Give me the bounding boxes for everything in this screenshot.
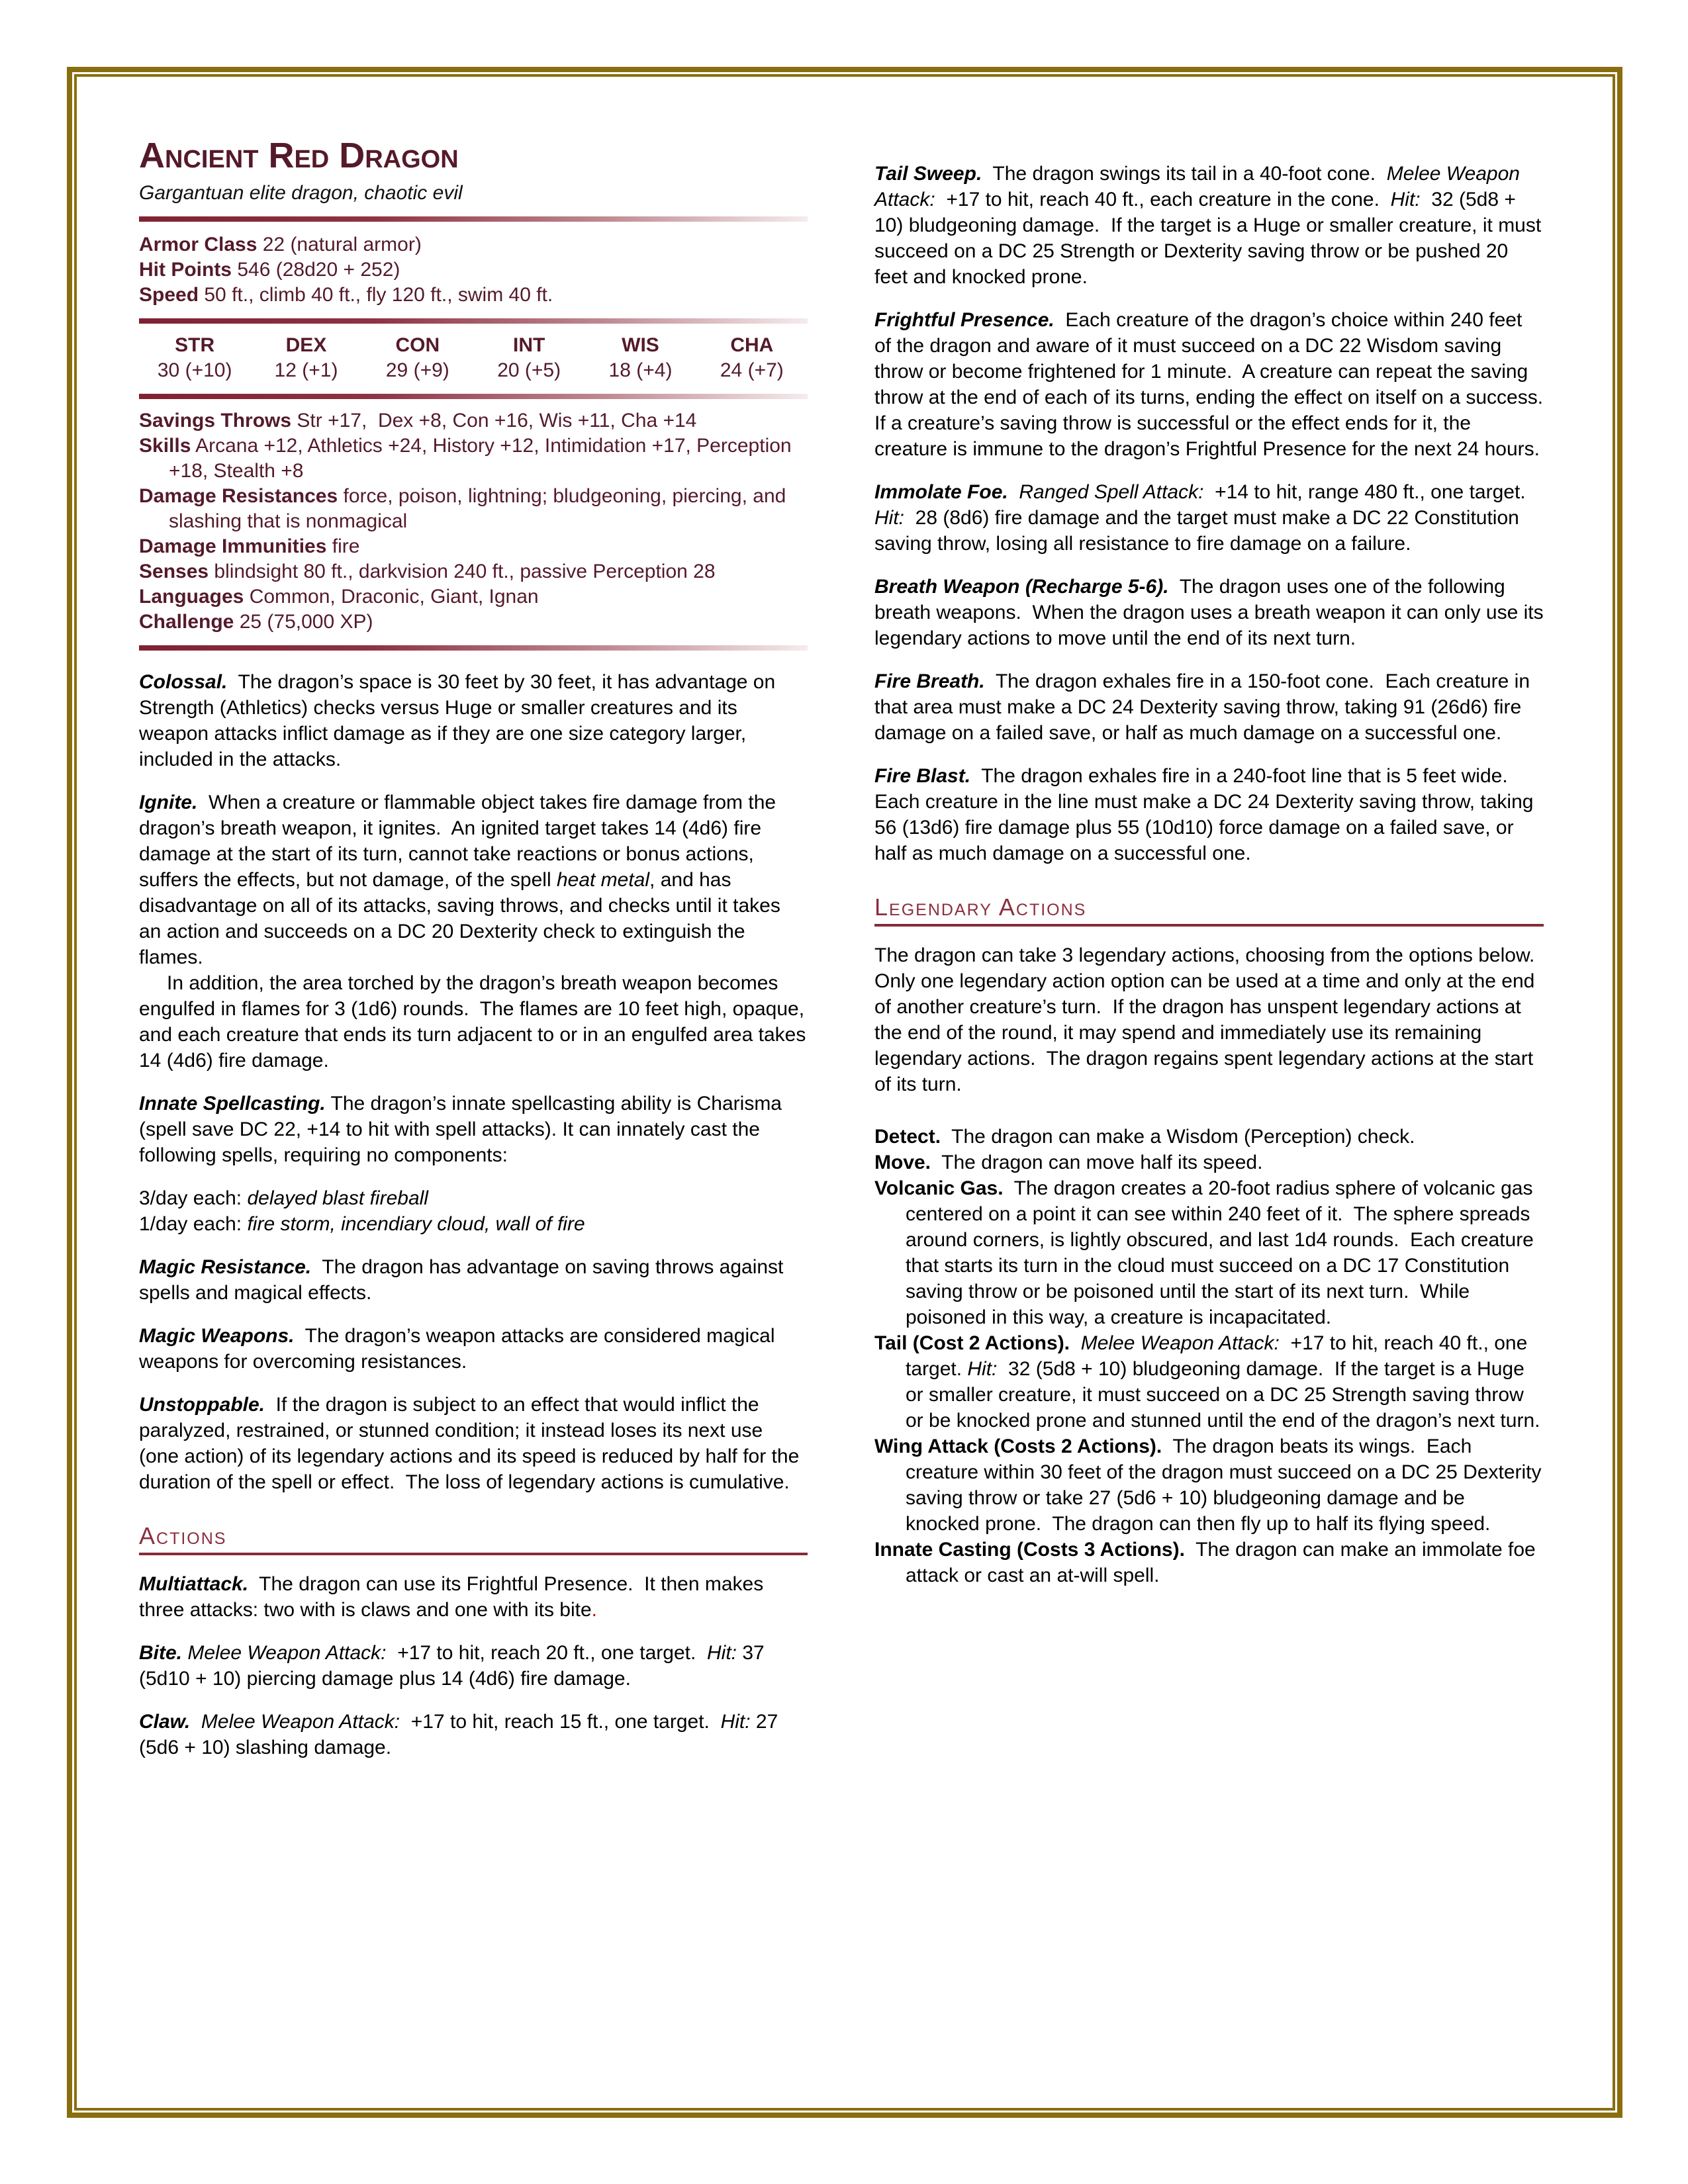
divider-rule bbox=[139, 645, 808, 651]
divider-rule bbox=[139, 394, 808, 399]
trait-unstoppable: Unstoppable. If the dragon is subject to an effect that would inflict the paralyzed, restrained, or stunned condition; it instead loses its next use (one action) of its legendary actions and its speed is reduced by half for the duration of the spell or effect. The loss of legendary actions is cumulative. bbox=[139, 1394, 805, 1493]
ability-int: INT 20 (+5) bbox=[497, 334, 561, 381]
legendary-item-innate-casting: Innate Casting (Costs 3 Actions). The dragon can make an immolate foe attack or cast an at-will spell. bbox=[874, 1539, 1542, 1586]
trait-ignite-addendum: In addition, the area torched by the dragon’s breath weapon becomes engulfed in flames for 3 (1d6) rounds. The flames are 10 feet high, opaque, and each creature that ends its turn adjacent to or in an engulfed area takes 14 (4d6) fire damage. bbox=[139, 972, 812, 1071]
attribute-list bbox=[139, 408, 808, 635]
legendary-actions-heading: Legendary Actions bbox=[874, 893, 1544, 927]
trait-magic-weapons: Magic Weapons. The dragon’s weapon attacks are considered magical weapons for overcoming resistances. bbox=[139, 1325, 780, 1373]
damage-resistances-line: Damage Resistances force, poison, lightning; bludgeoning, piercing, and slashing that is nonmagical bbox=[139, 485, 792, 532]
trait-ignite: Ignite. When a creature or flammable object takes fire damage from the dragon’s breath weapon, it ignites. An ignited target takes 14 (4d6) fire damage at the start of its turn, cannot take reactions or bonus actions, suffers the effects, but not damage, of the spell heat metal, and has disadvantage on all of its attacks, saving throws, and checks until it takes an action and succeeds on a DC 20 Dexterity check to extinguish the flames. bbox=[139, 792, 786, 968]
action-bite: Bite. Melee Weapon Attack: +17 to hit, reach 20 ft., one target. Hit: 37 (5d10 + 10) piercing damage plus 14 (4d6) fire damage. bbox=[139, 1642, 771, 1690]
skills-line: Skills Arcana +12, Athletics +24, History +12, Intimidation +17, Perception +18, Stealth +8 bbox=[139, 435, 797, 482]
creature-subtitle: Gargantuan elite dragon, chaotic evil bbox=[139, 182, 463, 204]
legendary-intro: The dragon can take 3 legendary actions, choosing from the options below. Only one legendary action option can be used at a time and only at the end of another creature’s turn. If the dragon has unspent legendary actions at the end of the round, it may spend and immediately use its remaining legendary actions. The dragon regains spent legendary actions at the start of its turn. bbox=[874, 944, 1546, 1095]
ability-score-table bbox=[139, 333, 808, 383]
senses-line: Senses blindsight 80 ft., darkvision 240 ft., passive Perception 28 bbox=[139, 561, 716, 582]
saving-throws-line: Savings Throws Str +17, Dex +8, Con +16, Wis +11, Cha +14 bbox=[139, 410, 697, 432]
action-multiattack: Multiattack. The dragon can use its Frightful Presence. It then makes three attacks: two with is claws and one with its bite. bbox=[139, 1573, 769, 1621]
legendary-item-tail: Tail (Cost 2 Actions). Melee Weapon Attack: +17 to hit, reach 40 ft., one target. Hit: 32 (5d8 + 10) bludgeoning damage. If the target is a Huge or smaller creature, it must succeed on a DC 25 Strength saving throw or be knocked prone and stunned until the end of the dragon’s next turn. bbox=[874, 1332, 1540, 1432]
traits-section bbox=[139, 669, 812, 1495]
red-period: . bbox=[591, 1599, 597, 1621]
spells-1-day-line: 1/day each: fire storm, incendiary cloud, wall of fire bbox=[139, 1213, 585, 1235]
legendary-actions-list bbox=[874, 1124, 1547, 1588]
action-fire-breath: Fire Breath. The dragon exhales fire in a 150-foot cone. Each creature in that area must make a DC 24 Dexterity saving throw, taking 91 (26d6) fire damage on a failed save, or half as much damage on a successful one. bbox=[874, 670, 1536, 744]
action-frightful-presence: Frightful Presence. Each creature of the dragon’s choice within 240 feet of the dragon and aware of it must succeed on a DC 22 Wisdom saving throw or become frightened for 1 minute. A creature can repeat the saving throw at the end of each of its turns, ending the effect on itself on a success. If a creature’s saving throw is successful or the effect ends for it, the creature is immune to the dragon’s Frightful Presence for the next 24 hours. bbox=[874, 309, 1554, 460]
action-fire-blast: Fire Blast. The dragon exhales fire in a 240-foot line that is 5 feet wide. Each creature in the line must make a DC 24 Dexterity saving throw, taking 56 (13d6) fire damage plus 55 (10d10) force damage on a failed save, or half as much damage on a successful one. bbox=[874, 765, 1545, 864]
action-claw: Claw. Melee Weapon Attack: +17 to hit, reach 15 ft., one target. Hit: 27 (5d6 + 10) slashing damage. bbox=[139, 1711, 784, 1758]
action-breath-weapon: Breath Weapon (Recharge 5-6). The dragon uses one of the following breath weapons. When the dragon uses a breath weapon it can only use its legendary actions to move until the end of its next turn. bbox=[874, 576, 1549, 649]
ability-wis: WIS 18 (+4) bbox=[608, 334, 673, 381]
armor-class-line: Armor Class 22 (natural armor) bbox=[139, 234, 422, 255]
divider-rule bbox=[139, 216, 808, 222]
action-tail-sweep: Tail Sweep. The dragon swings its tail in a 40-foot cone. Melee Weapon Attack: +17 to hit, reach 40 ft., each creature in the cone. Hit: 32 (5d8 + 10) bludgeoning damage. If the target is a Huge or smaller creature, it must succeed on a DC 25 Strength or Dexterity saving throw or be pushed 20 feet and knocked prone. bbox=[874, 163, 1547, 288]
legendary-item-volcanic-gas: Volcanic Gas. The dragon creates a 20-foot radius sphere of volcanic gas centered on a point it can see within 240 feet of it. The sphere spreads around corners, is lightly obscured, and last 1d4 rounds. Each creature that starts its turn in the cloud must succeed on a DC 17 Constitution saving throw or be poisoned until the start of its next turn. While poisoned in this way, a creature is incapacitated. bbox=[874, 1177, 1540, 1328]
creature-title: Ancient Red Dragon bbox=[139, 136, 459, 175]
legendary-item-wing-attack: Wing Attack (Costs 2 Actions). The dragon beats its wings. Each creature within 30 feet of the dragon must succeed on a DC 25 Dexterity saving throw or take 27 (5d6 + 10) bludgeoning damage and be knocked prone. The dragon can then fly up to half its flying speed. bbox=[874, 1435, 1547, 1535]
action-immolate-foe: Immolate Foe. Ranged Spell Attack: +14 to hit, range 480 ft., one target. Hit: 28 (8d6) fire damage and the target must make a DC 22 Constitution saving throw, losing all resistance to fire damage on a failure. bbox=[874, 481, 1537, 555]
trait-magic-resistance: Magic Resistance. The dragon has advantage on saving throws against spells and magical effects. bbox=[139, 1256, 789, 1304]
legendary-item-detect: Detect. The dragon can make a Wisdom (Perception) check. bbox=[874, 1126, 1415, 1148]
actions-section bbox=[139, 1571, 808, 1760]
hit-points-line: Hit Points 546 (28d20 + 252) bbox=[139, 259, 400, 281]
actions-heading: Actions bbox=[139, 1522, 808, 1555]
damage-immunities-line: Damage Immunities fire bbox=[139, 535, 360, 557]
ability-con: CON 29 (+9) bbox=[385, 334, 449, 381]
left-column bbox=[139, 136, 812, 1778]
legendary-item-move: Move. The dragon can move half its speed. bbox=[874, 1152, 1263, 1173]
spells-3-day-line: 3/day each: delayed blast fireball bbox=[139, 1187, 428, 1209]
challenge-line: Challenge 25 (75,000 XP) bbox=[139, 611, 373, 633]
ability-dex: DEX 12 (+1) bbox=[274, 334, 338, 381]
page-content bbox=[139, 136, 1554, 1778]
speed-line: Speed 50 ft., climb 40 ft., fly 120 ft., swim 40 ft. bbox=[139, 284, 553, 306]
trait-colossal: Colossal. The dragon’s space is 30 feet by 30 feet, it has advantage on Strength (Athletics) checks versus Huge or smaller creatures and its weapon attacks inflict damage as if they are one size category larger, included in the attacks. bbox=[139, 671, 781, 770]
core-stats bbox=[139, 232, 808, 308]
ability-cha: CHA 24 (+7) bbox=[720, 334, 784, 381]
divider-rule bbox=[139, 318, 808, 324]
trait-innate-spellcasting: Innate Spellcasting. The dragon’s innate spellcasting ability is Charisma (spell save DC 22, +14 to hit with spell attacks). It can innately cast the following spells, requiring no components: bbox=[139, 1093, 788, 1166]
right-column bbox=[874, 136, 1554, 1778]
ability-str: STR 30 (+10) bbox=[157, 334, 232, 381]
languages-line: Languages Common, Draconic, Giant, Ignan bbox=[139, 586, 539, 608]
